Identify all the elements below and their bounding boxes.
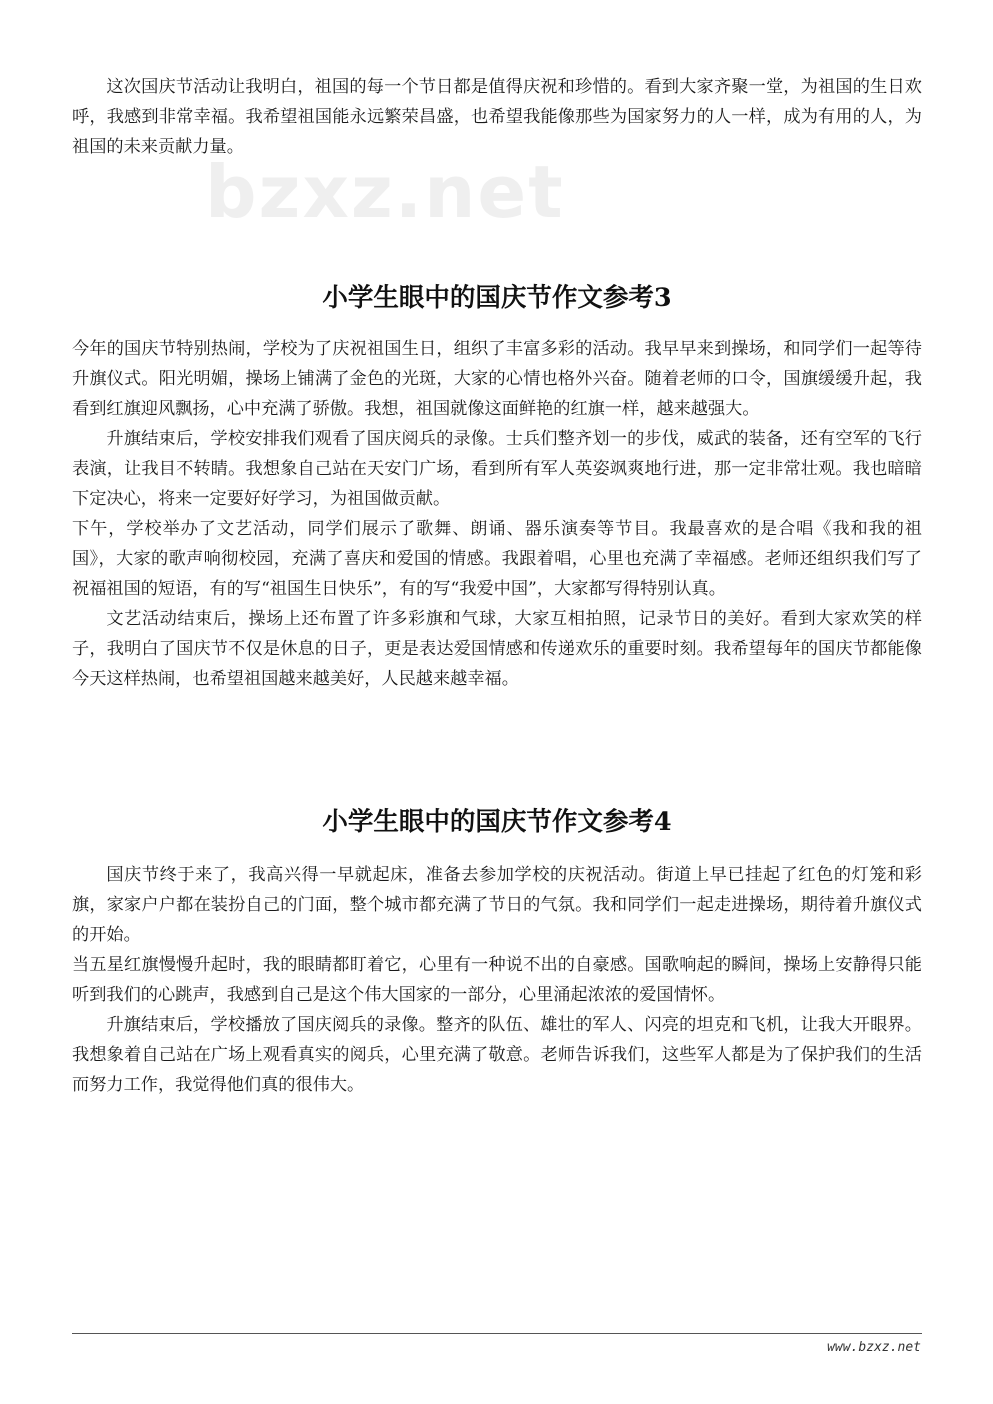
intro-paragraph: 这次国庆节活动让我明白，祖国的每一个节日都是值得庆祝和珍惜的。看到大家齐聚一堂，为祖国的生日欢呼，我感到非常幸福。我希望祖国能永远繁荣昌盛，也希望我能像那些为国家努力的人一样，成为有用的人，为祖国的未来贡献力量。 — [72, 77, 922, 157]
footer-divider — [72, 1333, 922, 1334]
section-3-paragraph-4: 文艺活动结束后，操场上还布置了许多彩旗和气球，大家互相拍照，记录节日的美好。看到大家欢笑的样子，我明白了国庆节不仅是休息的日子，更是表达爱国情感和传递欢乐的重要时刻。我希望每年的国庆节都能像今天这样热闹，也希望祖国越来越美好，人民越来越幸福。 — [72, 609, 922, 689]
section-4-paragraph-2: 当五星红旗慢慢升起时，我的眼睛都盯着它，心里有一种说不出的自豪感。国歌响起的瞬间，操场上安静得只能听到我们的心跳声，我感到自己是这个伟大国家的一部分，心里涌起浓浓的爱国情怀。 — [72, 955, 922, 1005]
section-4-title: 小学生眼中的国庆节作文参考4 — [322, 807, 672, 837]
section-3-title: 小学生眼中的国庆节作文参考3 — [322, 283, 672, 313]
section-4-paragraph-1: 国庆节终于来了，我高兴得一早就起床，准备去参加学校的庆祝活动。街道上早已挂起了红色的灯笼和彩旗，家家户户都在装扮自己的门面，整个城市都充满了节日的气氛。我和同学们一起走进操场，期待着升旗仪式的开始。 — [72, 865, 922, 945]
watermark: bzxz.net — [205, 150, 565, 234]
document-body — [72, 72, 922, 1100]
section-3-paragraph-2: 升旗结束后，学校安排我们观看了国庆阅兵的录像。士兵们整齐划一的步伐，威武的装备，还有空军的飞行表演，让我目不转睛。我想象自己站在天安门广场，看到所有军人英姿飒爽地行进，那一定非常壮观。我也暗暗下定决心，将来一定要好好学习，为祖国做贡献。 — [72, 429, 922, 509]
footer-url: www.bzxz.net — [827, 1340, 921, 1355]
section-3-paragraph-3: 下午，学校举办了文艺活动，同学们展示了歌舞、朗诵、器乐演奏等节目。我最喜欢的是合唱《我和我的祖国》，大家的歌声响彻校园，充满了喜庆和爱国的情感。我跟着唱，心里也充满了幸福感。老师还组织我们写了祝福祖国的短语，有的写“祖国生日快乐”，有的写“我爱中国”，大家都写得特别认真。 — [72, 519, 922, 599]
section-4-paragraph-3: 升旗结束后，学校播放了国庆阅兵的录像。整齐的队伍、雄壮的军人、闪亮的坦克和飞机，让我大开眼界。我想象着自己站在广场上观看真实的阅兵，心里充满了敬意。老师告诉我们，这些军人都是为了保护我们的生活而努力工作，我觉得他们真的很伟大。 — [72, 1015, 922, 1095]
section-3-paragraph-1: 今年的国庆节特别热闹，学校为了庆祝祖国生日，组织了丰富多彩的活动。我早早来到操场，和同学们一起等待升旗仪式。阳光明媚，操场上铺满了金色的光斑，大家的心情也格外兴奋。随着老师的口令，国旗缓缓升起，我看到红旗迎风飘扬，心中充满了骄傲。我想，祖国就像这面鲜艳的红旗一样，越来越强大。 — [72, 339, 922, 419]
